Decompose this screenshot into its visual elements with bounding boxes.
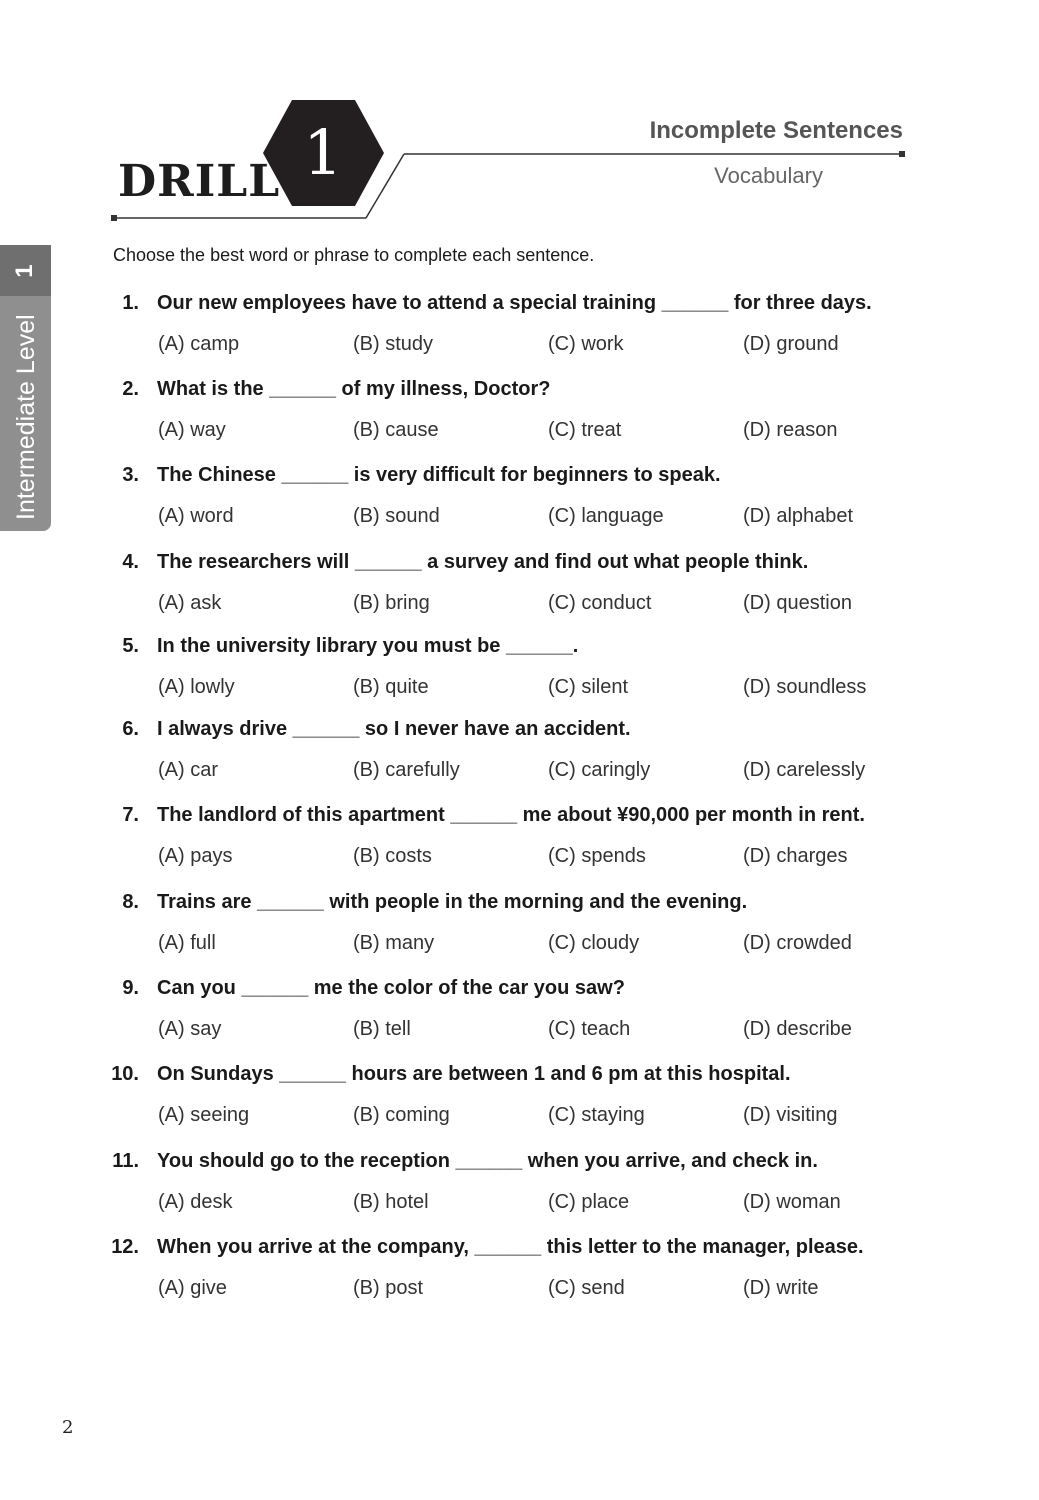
option-d[interactable]: (D) woman bbox=[743, 1191, 841, 1213]
question-item bbox=[0, 1233, 1039, 1319]
question-text: I always drive ______ so I never have an accident. bbox=[157, 718, 631, 740]
question-item bbox=[0, 548, 1039, 634]
option-c[interactable]: (C) spends bbox=[548, 845, 646, 867]
option-a[interactable]: (A) lowly bbox=[158, 676, 235, 698]
option-c[interactable]: (C) place bbox=[548, 1191, 630, 1213]
drill-header bbox=[0, 0, 1039, 240]
page-number: 2 bbox=[62, 1417, 74, 1438]
option-a[interactable]: (A) seeing bbox=[158, 1104, 250, 1126]
option-b[interactable]: (B) many bbox=[353, 932, 435, 954]
question-text: Trains are ______ with people in the morning and the evening. bbox=[157, 891, 748, 913]
question-number: 1. bbox=[122, 292, 139, 314]
question-text: When you arrive at the company, ______ this letter to the manager, please. bbox=[157, 1236, 864, 1258]
question-number: 6. bbox=[122, 718, 139, 740]
option-d[interactable]: (D) carelessly bbox=[743, 759, 866, 781]
option-d[interactable]: (D) charges bbox=[743, 845, 848, 867]
drill-number: 1 bbox=[303, 116, 343, 189]
option-b[interactable]: (B) costs bbox=[353, 845, 432, 867]
option-b[interactable]: (B) hotel bbox=[353, 1191, 429, 1213]
question-item bbox=[0, 289, 1039, 375]
option-a[interactable]: (A) way bbox=[158, 419, 226, 441]
question-item bbox=[0, 375, 1039, 461]
question-number: 10. bbox=[111, 1063, 139, 1085]
option-b[interactable]: (B) sound bbox=[353, 505, 440, 527]
question-item bbox=[0, 1060, 1039, 1146]
option-c[interactable]: (C) conduct bbox=[548, 592, 652, 614]
option-d[interactable]: (D) describe bbox=[743, 1018, 852, 1040]
option-a[interactable]: (A) ask bbox=[158, 592, 222, 614]
question-number: 4. bbox=[122, 551, 139, 573]
option-a[interactable]: (A) word bbox=[158, 505, 234, 527]
option-a[interactable]: (A) desk bbox=[158, 1191, 233, 1213]
option-b[interactable]: (B) study bbox=[353, 333, 434, 355]
question-number: 9. bbox=[122, 977, 139, 999]
option-a[interactable]: (A) full bbox=[158, 932, 216, 954]
option-c[interactable]: (C) staying bbox=[548, 1104, 645, 1126]
option-d[interactable]: (D) visiting bbox=[743, 1104, 838, 1126]
option-c[interactable]: (C) send bbox=[548, 1277, 625, 1299]
option-d[interactable]: (D) reason bbox=[743, 419, 838, 441]
question-number: 11. bbox=[112, 1150, 139, 1172]
option-b[interactable]: (B) quite bbox=[353, 676, 429, 698]
option-b[interactable]: (B) post bbox=[353, 1277, 424, 1299]
option-d[interactable]: (D) ground bbox=[743, 333, 839, 355]
question-number: 7. bbox=[122, 804, 139, 826]
option-a[interactable]: (A) say bbox=[158, 1018, 222, 1040]
level-label: Intermediate Level bbox=[12, 314, 40, 520]
question-text: The landlord of this apartment ______ me about ¥90,000 per month in rent. bbox=[157, 804, 865, 826]
section-title: Incomplete Sentences bbox=[649, 117, 903, 144]
question-text: On Sundays ______ hours are between 1 and 6 pm at this hospital. bbox=[157, 1063, 791, 1085]
option-b[interactable]: (B) carefully bbox=[353, 759, 460, 781]
question-item bbox=[0, 801, 1039, 887]
option-a[interactable]: (A) pays bbox=[158, 845, 233, 867]
option-c[interactable]: (C) silent bbox=[548, 676, 629, 698]
question-text: Can you ______ me the color of the car you saw? bbox=[157, 977, 625, 999]
question-number: 2. bbox=[122, 378, 139, 400]
option-b[interactable]: (B) cause bbox=[353, 419, 439, 441]
option-c[interactable]: (C) language bbox=[548, 505, 664, 527]
option-c[interactable]: (C) caringly bbox=[548, 759, 651, 781]
option-a[interactable]: (A) give bbox=[158, 1277, 227, 1299]
question-text: What is the ______ of my illness, Doctor? bbox=[157, 378, 551, 400]
option-b[interactable]: (B) tell bbox=[353, 1018, 411, 1040]
question-item bbox=[0, 1147, 1039, 1233]
question-item bbox=[0, 461, 1039, 547]
question-item bbox=[0, 715, 1039, 801]
question-text: The Chinese ______ is very difficult for beginners to speak. bbox=[157, 464, 721, 486]
drill-label: DRILL bbox=[118, 156, 281, 207]
question-item bbox=[0, 632, 1039, 718]
option-d[interactable]: (D) question bbox=[743, 592, 852, 614]
question-text: You should go to the reception ______ when you arrive, and check in. bbox=[157, 1150, 818, 1172]
option-a[interactable]: (A) car bbox=[158, 759, 218, 781]
option-d[interactable]: (D) write bbox=[743, 1277, 819, 1299]
question-number: 8. bbox=[122, 891, 139, 913]
option-c[interactable]: (C) teach bbox=[548, 1018, 631, 1040]
question-text: The researchers will ______ a survey and find out what people think. bbox=[157, 551, 809, 573]
question-number: 12. bbox=[111, 1236, 139, 1258]
question-number: 3. bbox=[122, 464, 139, 486]
question-item bbox=[0, 888, 1039, 974]
option-c[interactable]: (C) cloudy bbox=[548, 932, 640, 954]
option-d[interactable]: (D) crowded bbox=[743, 932, 852, 954]
question-number: 5. bbox=[122, 635, 139, 657]
option-c[interactable]: (C) treat bbox=[548, 419, 622, 441]
option-b[interactable]: (B) bring bbox=[353, 592, 430, 614]
option-b[interactable]: (B) coming bbox=[353, 1104, 450, 1126]
question-text: In the university library you must be ______. bbox=[157, 635, 579, 657]
option-c[interactable]: (C) work bbox=[548, 333, 624, 355]
instruction-text: Choose the best word or phrase to complete each sentence. bbox=[113, 245, 595, 265]
option-d[interactable]: (D) alphabet bbox=[743, 505, 854, 527]
option-d[interactable]: (D) soundless bbox=[743, 676, 867, 698]
question-item bbox=[0, 974, 1039, 1060]
section-subtitle: Vocabulary bbox=[714, 163, 823, 188]
question-text: Our new employees have to attend a special training ______ for three days. bbox=[157, 292, 872, 314]
level-number: 1 bbox=[11, 264, 38, 278]
option-a[interactable]: (A) camp bbox=[158, 333, 240, 355]
